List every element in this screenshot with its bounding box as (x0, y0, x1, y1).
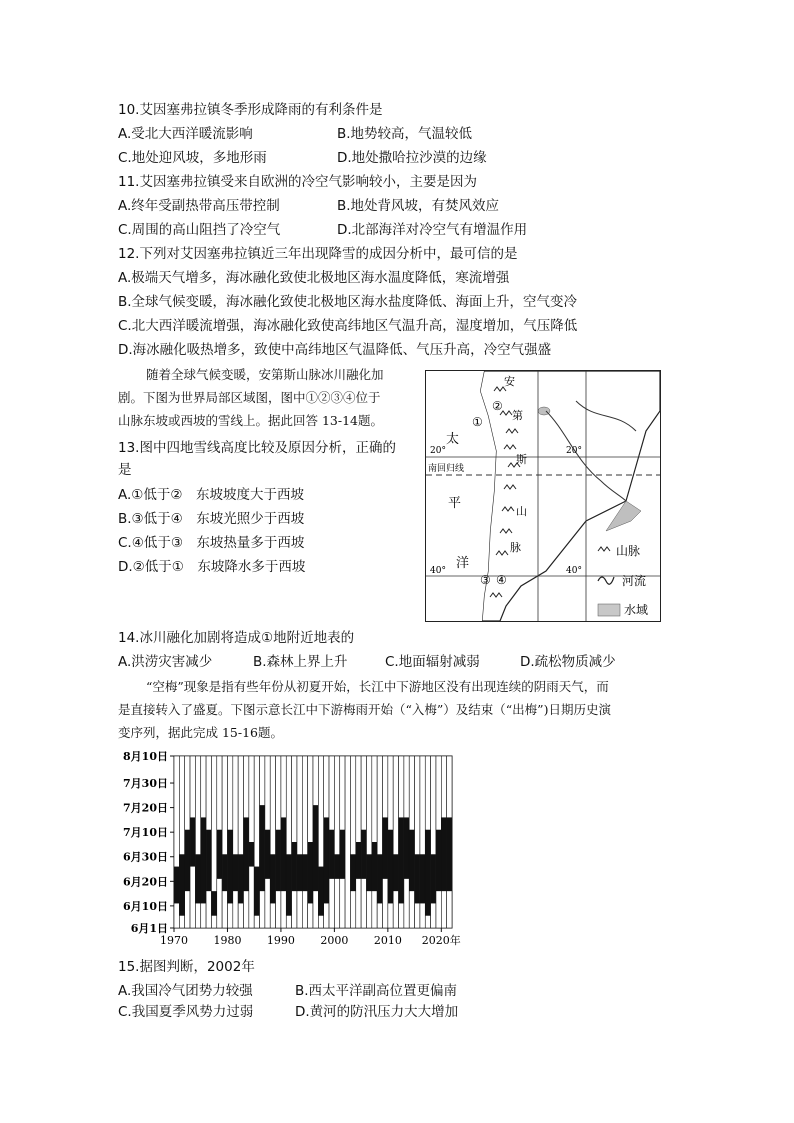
meiyu-bar (254, 867, 259, 916)
meiyu-bar (206, 830, 211, 891)
ocean-char-1: 太 (446, 432, 460, 447)
meiyu-bar (350, 854, 355, 891)
q11-option-c: C.周围的高山阻挡了冷空气 (118, 222, 281, 238)
q10-stem: 10.艾因塞弗拉镇冬季形成降雨的有利条件是 (118, 102, 383, 118)
meiyu-bar (286, 854, 291, 915)
mountain-char-4: 山 (516, 505, 527, 518)
year-column (345, 756, 350, 928)
mountain-char-1: 安 (504, 375, 515, 388)
meiyu-bar (420, 854, 425, 903)
q10-option-a: A.受北大西洋暖流影响 (118, 126, 253, 142)
mountain-char-2: 第 (512, 409, 523, 422)
x-tick-label: 2020年 (421, 934, 461, 947)
chart-svg (118, 748, 478, 948)
q12-stem: 12.下列对艾因塞弗拉镇近三年出现降雪的成因分析中，最可信的是 (118, 246, 518, 262)
q14-option-a: A.洪涝灾害减少 (118, 654, 213, 670)
year-column (302, 756, 307, 928)
year-column (297, 756, 302, 928)
year-column (393, 756, 398, 928)
meiyu-bar (356, 842, 361, 879)
year-column (233, 756, 238, 928)
year-column (366, 756, 371, 928)
q10-option-c: C.地处迎风坡，多地形雨 (118, 150, 267, 166)
meiyu-bar (217, 830, 222, 879)
south-america-map (425, 370, 661, 622)
lat-40-right: 40° (566, 566, 582, 576)
x-tick-label: 2010 (373, 934, 402, 947)
x-tick-label: 2000 (320, 934, 349, 947)
q15-option-c: C.我国夏季风势力过弱 (118, 1004, 254, 1020)
meiyu-bar (399, 817, 404, 903)
meiyu-bar (276, 830, 281, 891)
marker-3: ③ (480, 573, 491, 587)
q11-stem: 11.艾因塞弗拉镇受来自欧洲的冷空气影响较小，主要是因为 (118, 174, 477, 190)
q14-option-d: D.疏松物质减少 (520, 654, 616, 670)
lat-40-left: 40° (430, 566, 446, 576)
meiyu-bar (179, 854, 184, 915)
x-tick-label: 1990 (266, 934, 295, 947)
q15-option-d: D.黄河的防汛压力大大增加 (295, 1004, 459, 1020)
meiyu-bar (340, 830, 345, 879)
legend-mountain-icon (598, 547, 610, 551)
q13-option-a: A.①低于② 东坡坡度大于西坡 (118, 487, 304, 503)
q15-option-a: A.我国冷气团势力较强 (118, 983, 253, 999)
meiyu-bar (260, 805, 265, 891)
legend-mountain: 山脉 (616, 544, 641, 558)
intro15-line2: 是直接转入了盛夏。下图示意长江中下游梅雨开始（“入梅”）及结束（“出梅”)日期历史演 (118, 702, 611, 717)
meiyu-bar (233, 854, 238, 891)
q13-option-c: C.④低于③ 东坡热量多于西坡 (118, 535, 305, 551)
meiyu-bar (265, 830, 270, 879)
meiyu-bar (377, 854, 382, 903)
q12-option-c: C.北大西洋暖流增强，海冰融化致使高纬地区气温升高，湿度增加，气压降低 (118, 318, 578, 334)
q11-option-a: A.终年受副热带高压带控制 (118, 198, 280, 214)
q15-option-b: B.西太平洋副高位置更偏南 (295, 983, 458, 999)
lat-20-right: 20° (566, 446, 582, 456)
x-tick-label: 1980 (213, 934, 242, 947)
marker-4: ④ (496, 573, 507, 587)
intro13-line3: 山脉东坡或西坡的雪线上。据此回答 13-14题。 (118, 413, 384, 428)
meiyu-bar (409, 830, 414, 891)
meiyu-bar (366, 854, 371, 891)
meiyu-bar (185, 830, 190, 891)
meiyu-bar (318, 867, 323, 916)
meiyu-bar (297, 854, 302, 891)
q13-option-b: B.③低于④ 东坡光照少于西坡 (118, 511, 305, 527)
y-tick-label: 7月30日 (123, 777, 168, 791)
meiyu-bar (190, 817, 195, 866)
year-column (334, 756, 339, 928)
q14-option-b: B.森林上界上升 (253, 654, 348, 670)
y-tick-label: 7月10日 (123, 826, 168, 840)
meiyu-bar (227, 830, 232, 904)
meiyu-bar (302, 854, 307, 891)
y-tick-label: 6月20日 (123, 875, 168, 889)
year-column (350, 756, 355, 928)
mountain-char-3: 斯 (516, 453, 527, 466)
ocean-char-3: 洋 (456, 556, 470, 571)
q14-option-c: C.地面辐射减弱 (385, 654, 480, 670)
meiyu-bar (281, 817, 286, 891)
meiyu-bar (372, 842, 377, 891)
marker-1: ① (472, 415, 483, 429)
q13-option-d: D.②低于① 东坡降水多于西坡 (118, 559, 306, 575)
meiyu-bar (447, 817, 452, 891)
intro13-line1: 随着全球气候变暖，安第斯山脉冰川融化加 (146, 367, 384, 382)
q11-option-d: D.北部海洋对冷空气有增温作用 (337, 222, 528, 238)
lat-20-left: 20° (430, 446, 446, 456)
y-tick-label: 7月20日 (123, 801, 168, 815)
q10-option-b: B.地势较高，气温较低 (337, 126, 473, 142)
q14-stem: 14.冰川融化加剧将造成①地附近地表的 (118, 630, 355, 646)
meiyu-bar (270, 854, 275, 903)
meiyu-bar (222, 854, 227, 891)
year-column (222, 756, 227, 928)
q11-option-b: B.地处背风坡，有焚风效应 (337, 198, 500, 214)
meiyu-bar (383, 817, 388, 878)
legend-river-icon (598, 577, 614, 584)
meiyu-bar (404, 817, 409, 878)
q12-option-b: B.全球气候变暖，海冰融化致使北极地区海水盐度降低、海面上升，空气变冷 (118, 294, 578, 310)
y-tick-label: 6月1日 (130, 922, 168, 935)
meiyu-bar (324, 817, 329, 903)
meiyu-bar (174, 867, 179, 904)
meiyu-bar (431, 854, 436, 903)
tropic-label: 南回归线 (428, 464, 465, 474)
legend-river: 河流 (622, 574, 647, 588)
legend-water: 水域 (624, 603, 649, 617)
intro15-line3: 变序列，据此完成 15-16题。 (118, 725, 284, 740)
intro13-line2: 剧。下图为世界局部区域图，图中①②③④位于 (118, 390, 381, 405)
meiyu-bar (334, 854, 339, 879)
q13-stem-line1: 13.图中四地雪线高度比较及原因分析，正确的 (118, 440, 396, 456)
q10-option-d: D.地处撒哈拉沙漠的边缘 (337, 150, 487, 166)
meiyu-bar (388, 830, 393, 904)
q12-option-d: D.海冰融化吸热增多，致使中高纬地区气温降低、气压升高，冷空气强盛 (118, 342, 552, 358)
q12-option-a: A.极端天气增多，海冰融化致使北极地区海水温度降低，寒流增强 (118, 270, 510, 286)
meiyu-bar (201, 817, 206, 903)
mountain-char-5: 脉 (510, 541, 521, 554)
meiyu-bar (195, 854, 200, 903)
meiyu-bar (313, 805, 318, 891)
y-tick-label: 8月10日 (123, 750, 168, 763)
meiyu-bar (415, 854, 420, 903)
meiyu-bar (249, 842, 254, 867)
marker-2: ② (492, 399, 503, 413)
meiyu-bar (211, 891, 216, 916)
meiyu-bar (393, 854, 398, 891)
meiyu-bar (361, 830, 366, 879)
intro15-line1: “空梅”现象是指有些年份从初夏开始，长江中下游地区没有出现连续的阴雨天气，而 (146, 679, 609, 694)
meiyu-bar (329, 830, 334, 879)
x-tick-label: 1970 (160, 934, 188, 947)
meiyu-bar (441, 817, 446, 891)
meiyu-bar (238, 854, 243, 903)
meiyu-chart (118, 748, 478, 948)
meiyu-bar (308, 842, 313, 903)
y-tick-label: 6月30日 (123, 850, 168, 864)
ocean-char-2: 平 (448, 496, 462, 511)
q13-stem-line2: 是 (118, 462, 132, 478)
meiyu-bar (244, 817, 249, 891)
map-svg (426, 371, 660, 621)
meiyu-bar (425, 830, 430, 916)
y-tick-label: 6月10日 (123, 899, 168, 913)
meiyu-bar (436, 830, 441, 891)
legend-water-icon (598, 604, 620, 616)
q15-stem: 15.据图判断，2002年 (118, 959, 255, 975)
meiyu-bar (292, 842, 297, 891)
